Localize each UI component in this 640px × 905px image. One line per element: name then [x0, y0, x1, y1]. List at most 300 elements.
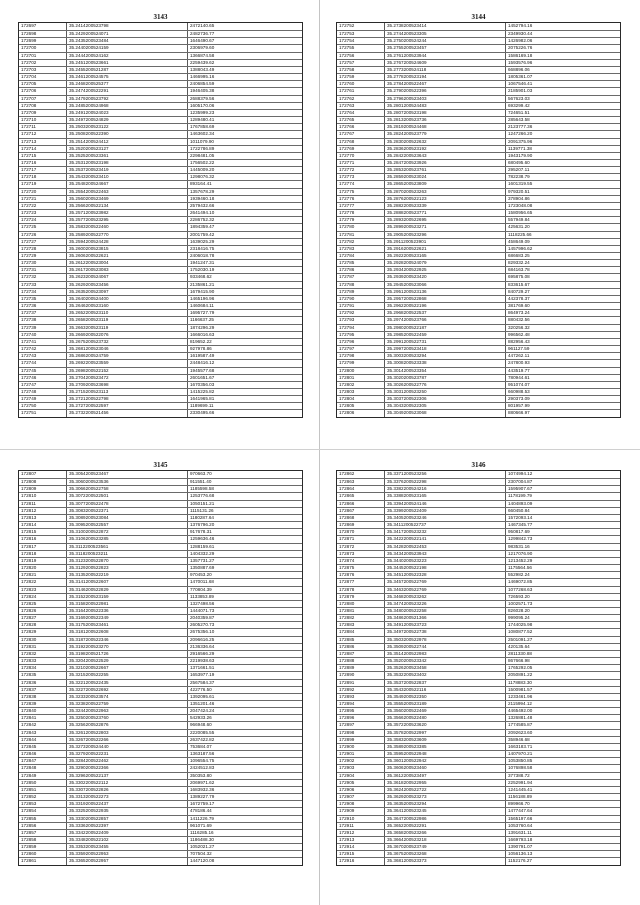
- table-row: [19, 857, 302, 864]
- point-id-cell: 172733: [19, 282, 67, 288]
- y-coordinate-cell: 2482736.77: [190, 31, 215, 37]
- table-row: [337, 772, 620, 779]
- y-coordinate-cell: 979320.51: [508, 188, 530, 194]
- table-row: [19, 209, 302, 216]
- table-row: [337, 188, 620, 195]
- table-row: [19, 664, 302, 671]
- point-id-cell: 172892: [337, 687, 385, 693]
- table-row: [337, 471, 620, 478]
- x-coordinate-cell: 35.3612200523497: [385, 773, 506, 779]
- table-row: [337, 102, 620, 109]
- table-row: [19, 721, 302, 728]
- table-row: [337, 807, 620, 814]
- y-coordinate-cell: 1371661.51: [190, 665, 215, 671]
- table-row: [19, 345, 302, 352]
- table-row: [337, 657, 620, 664]
- table-row: [19, 621, 302, 628]
- y-coordinate-cell: 1666016.63: [190, 331, 215, 337]
- x-coordinate-cell: 35.3204200522529: [67, 658, 188, 664]
- table-row: [337, 492, 620, 499]
- y-coordinate-cell: 2318416.75: [190, 245, 215, 251]
- y-coordinate-cell: 1939460.18: [190, 195, 215, 201]
- point-id-cell: 172774: [337, 181, 385, 187]
- x-coordinate-cell: 35.3589200523385: [385, 744, 506, 750]
- table-row: [337, 87, 620, 94]
- point-id-cell: 172808: [19, 479, 67, 485]
- y-coordinate-cell: 1941247.31: [190, 260, 215, 266]
- table-row: [19, 44, 302, 51]
- y-coordinate-cell: 961127.59: [508, 346, 530, 352]
- y-coordinate-cell: 2916566.29: [190, 650, 215, 656]
- y-coordinate-cell: 1415225.82: [190, 388, 215, 394]
- y-coordinate-cell: 950817.69: [508, 529, 530, 535]
- point-id-cell: 172877: [337, 579, 385, 585]
- table-row: [19, 607, 302, 614]
- point-id-cell: 172748: [19, 389, 67, 395]
- point-id-cell: 172882: [337, 615, 385, 621]
- x-coordinate-cell: 35.2663200523119: [67, 325, 188, 331]
- x-coordinate-cell: 35.3227200522692: [67, 687, 188, 693]
- coordinate-table: [336, 22, 621, 418]
- x-coordinate-cell: 35.2600200523815: [67, 246, 188, 252]
- x-coordinate-cell: 35.2876200522123: [385, 196, 506, 202]
- table-row: [337, 37, 620, 44]
- table-row: [19, 521, 302, 528]
- x-coordinate-cell: 35.3606200523460: [385, 765, 506, 771]
- x-coordinate-cell: 35.2813200523736: [385, 117, 506, 123]
- y-coordinate-cell: 1945577.68: [190, 367, 215, 373]
- y-coordinate-cell: 1767858.69: [190, 124, 215, 130]
- y-coordinate-cell: 1774585.87: [508, 722, 533, 728]
- y-coordinate-cell: 996562.48: [508, 331, 530, 337]
- table-row: [19, 686, 302, 693]
- point-id-cell: 172850: [19, 780, 67, 786]
- point-id-cell: 172810: [19, 493, 67, 499]
- table-row: [337, 352, 620, 359]
- table-row: [337, 500, 620, 507]
- x-coordinate-cell: 35.2732200521456: [67, 410, 188, 416]
- table-row: [337, 636, 620, 643]
- y-coordinate-cell: 478186.44: [190, 808, 212, 814]
- y-coordinate-cell: 695875.08: [508, 274, 530, 280]
- point-id-cell: 172755: [337, 45, 385, 51]
- x-coordinate-cell: 35.3169200522349: [67, 615, 188, 621]
- table-row: [337, 857, 620, 864]
- point-id-cell: 172852: [19, 794, 67, 800]
- table-row: [337, 779, 620, 786]
- table-row: [337, 209, 620, 216]
- point-id-cell: 172860: [19, 851, 67, 857]
- y-coordinate-cell: 2091375.96: [508, 138, 533, 144]
- y-coordinate-cell: 1357678.29: [190, 188, 215, 194]
- y-coordinate-cell: 1139771.38: [508, 145, 532, 151]
- x-coordinate-cell: 35.3652200522291: [385, 823, 506, 829]
- table-row: [337, 316, 620, 323]
- point-id-cell: 172708: [19, 103, 67, 109]
- point-id-cell: 172699: [19, 38, 67, 44]
- y-coordinate-cell: 1593576.96: [508, 59, 533, 65]
- x-coordinate-cell: 35.3509200522744: [385, 644, 506, 650]
- table-row: [19, 223, 302, 230]
- y-coordinate-cell: 1241445.41: [508, 786, 533, 792]
- x-coordinate-cell: 35.2571200523982: [67, 210, 188, 216]
- table-row: [337, 281, 620, 288]
- point-id-cell: 172793: [337, 317, 385, 323]
- y-coordinate-cell: 724651.51: [508, 109, 530, 115]
- table-row: [19, 145, 302, 152]
- y-coordinate-cell: 782238.79: [508, 174, 530, 180]
- y-coordinate-cell: 2123777.36: [508, 124, 533, 130]
- point-id-cell: 172754: [337, 38, 385, 44]
- point-id-cell: 172737: [19, 310, 67, 316]
- y-coordinate-cell: 840729.27: [508, 288, 530, 294]
- table-row: [19, 786, 302, 793]
- x-coordinate-cell: 35.3601200522942: [385, 758, 506, 764]
- x-coordinate-cell: 35.3572200523620: [385, 722, 506, 728]
- table-row: [19, 628, 302, 635]
- point-id-cell: 172906: [337, 787, 385, 793]
- y-coordinate-cell: 1756502.22: [190, 159, 215, 165]
- x-coordinate-cell: 35.2468200525377: [67, 81, 188, 87]
- x-coordinate-cell: 35.2801200524483: [385, 103, 506, 109]
- x-coordinate-cell: 35.3221200522435: [67, 680, 188, 686]
- point-id-cell: 172830: [19, 637, 67, 643]
- point-id-cell: 172861: [19, 858, 67, 864]
- point-id-cell: 172701: [19, 53, 67, 59]
- table-row: [19, 729, 302, 736]
- y-coordinate-cell: 826028.20: [508, 607, 530, 613]
- y-coordinate-cell: 1404893.09: [508, 500, 533, 506]
- table-row: [19, 166, 302, 173]
- point-id-cell: 172796: [337, 339, 385, 345]
- x-coordinate-cell: 35.3371200523256: [385, 471, 506, 478]
- table-row: [19, 636, 302, 643]
- x-coordinate-cell: 35.3031200523250: [385, 389, 506, 395]
- y-coordinate-cell: 2219938.63: [190, 658, 215, 664]
- point-id-cell: 172756: [337, 53, 385, 59]
- y-coordinate-cell: 1663183.71: [508, 743, 533, 749]
- y-coordinate-cell: 1723048.08: [508, 202, 533, 208]
- y-coordinate-cell: 1118225.66: [508, 231, 532, 237]
- point-id-cell: 172727: [19, 239, 67, 245]
- table-row: [19, 578, 302, 585]
- y-coordinate-cell: 1235999.23: [190, 109, 215, 115]
- y-coordinate-cell: 2406018.78: [190, 253, 215, 258]
- y-coordinate-cell: 833615.67: [508, 281, 530, 287]
- x-coordinate-cell: 35.2640200524400: [67, 296, 188, 302]
- x-coordinate-cell: 35.3014200523354: [385, 368, 506, 374]
- table-row: [19, 66, 302, 73]
- y-coordinate-cell: 2448416.12: [190, 360, 215, 366]
- y-coordinate-cell: 1943179.90: [508, 152, 533, 158]
- point-id-cell: 172820: [19, 565, 67, 571]
- x-coordinate-cell: 35.3290200522366: [67, 765, 188, 771]
- y-coordinate-cell: 1463602.34: [190, 131, 215, 137]
- table-row: [337, 714, 620, 721]
- x-coordinate-cell: 35.3451200522328: [385, 572, 506, 578]
- point-id-cell: 172714: [19, 146, 67, 152]
- x-coordinate-cell: 35.2583200522460: [67, 224, 188, 230]
- y-coordinate-cell: 2349930.44: [508, 31, 533, 37]
- table-row: [19, 500, 302, 507]
- table-row: [337, 600, 620, 607]
- table-row: [19, 822, 302, 829]
- point-id-cell: 172883: [337, 622, 385, 628]
- x-coordinate-cell: 35.3192200523270: [67, 644, 188, 650]
- y-coordinate-cell: 2472140.65: [190, 23, 215, 28]
- y-coordinate-cell: 2135861.21: [190, 281, 215, 287]
- y-coordinate-cell: 1189699.11: [190, 403, 214, 409]
- y-coordinate-cell: 660450.84: [508, 507, 530, 513]
- point-id-cell: 172848: [19, 765, 67, 771]
- point-id-cell: 172772: [337, 167, 385, 173]
- table-row: [337, 166, 620, 173]
- x-coordinate-cell: 35.3675200523268: [385, 851, 506, 857]
- table-row: [19, 316, 302, 323]
- x-coordinate-cell: 35.2566200522134: [67, 203, 188, 209]
- y-coordinate-cell: 684163.78: [508, 267, 530, 273]
- table-row: [19, 273, 302, 280]
- y-coordinate-cell: 1447120.08: [190, 858, 215, 864]
- table-row: [19, 514, 302, 521]
- table-row: [19, 138, 302, 145]
- table-row: [337, 836, 620, 843]
- point-id-cell: 172767: [337, 131, 385, 137]
- point-id-cell: 172770: [337, 153, 385, 159]
- x-coordinate-cell: 35.2790200522396: [385, 88, 506, 94]
- y-coordinate-cell: 4465492.00: [508, 708, 533, 714]
- point-id-cell: 172713: [19, 139, 67, 145]
- y-coordinate-cell: 1178883.30: [508, 679, 532, 685]
- x-coordinate-cell: 35.2985200522459: [385, 332, 506, 338]
- table-row: [337, 159, 620, 166]
- y-coordinate-cell: 425631.20: [508, 224, 530, 230]
- point-id-cell: 172855: [19, 816, 67, 822]
- x-coordinate-cell: 35.2899200523271: [385, 224, 506, 230]
- point-id-cell: 172845: [19, 744, 67, 750]
- x-coordinate-cell: 35.3658200523266: [385, 830, 506, 836]
- y-coordinate-cell: 2567584.37: [190, 679, 215, 685]
- point-id-cell: 172776: [337, 196, 385, 202]
- table-row: [19, 23, 302, 30]
- y-coordinate-cell: 770804.39: [190, 586, 212, 592]
- table-row: [19, 700, 302, 707]
- point-id-cell: 172869: [337, 522, 385, 528]
- y-coordinate-cell: 1299842.73: [508, 536, 533, 542]
- x-coordinate-cell: 35.2888200523771: [385, 210, 506, 216]
- y-coordinate-cell: 1469072.85: [508, 579, 533, 585]
- y-coordinate-cell: 350353.80: [190, 772, 212, 778]
- table-row: [19, 492, 302, 499]
- y-coordinate-cell: 1946405.38: [190, 88, 215, 94]
- x-coordinate-cell: 35.3468200523262: [385, 594, 506, 600]
- x-coordinate-cell: 35.2681200523046: [67, 346, 188, 352]
- x-coordinate-cell: 35.2830200522632: [385, 139, 506, 145]
- x-coordinate-cell: 35.3020200523787: [385, 375, 506, 381]
- table-row: [337, 295, 620, 302]
- x-coordinate-cell: 35.3480200522258: [385, 608, 506, 614]
- y-coordinate-cell: 867666.98: [508, 658, 530, 664]
- point-id-cell: 172829: [19, 629, 67, 635]
- y-coordinate-cell: 1445009.20: [190, 167, 215, 173]
- y-coordinate-cell: 1619587.49: [190, 353, 215, 359]
- table-row: [337, 23, 620, 30]
- table-row: [19, 359, 302, 366]
- point-id-cell: 172901: [337, 751, 385, 757]
- point-id-cell: 172821: [19, 572, 67, 578]
- table-row: [19, 550, 302, 557]
- table-row: [337, 750, 620, 757]
- table-row: [19, 571, 302, 578]
- x-coordinate-cell: 35.3135200522219: [67, 572, 188, 578]
- y-coordinate-cell: 864973.24: [508, 310, 530, 316]
- point-id-cell: 172856: [19, 823, 67, 829]
- point-id-cell: 172831: [19, 644, 67, 650]
- x-coordinate-cell: 35.3181200522608: [67, 629, 188, 635]
- x-coordinate-cell: 35.3382200524216: [385, 486, 506, 492]
- y-coordinate-cell: 2047424.24: [190, 708, 215, 714]
- x-coordinate-cell: 35.2922200523165: [385, 253, 506, 259]
- x-coordinate-cell: 35.3106200523285: [67, 536, 188, 542]
- point-id-cell: 172760: [337, 81, 385, 87]
- point-id-cell: 172762: [337, 96, 385, 102]
- y-coordinate-cell: 1695727.79: [190, 310, 215, 316]
- point-id-cell: 172742: [19, 346, 67, 352]
- y-coordinate-cell: 1289480.41: [190, 117, 215, 123]
- point-id-cell: 172851: [19, 787, 67, 793]
- point-id-cell: 172866: [337, 501, 385, 507]
- point-id-cell: 172842: [19, 722, 67, 728]
- point-id-cell: 172791: [337, 303, 385, 309]
- table-row: [19, 80, 302, 87]
- table-row: [19, 202, 302, 209]
- x-coordinate-cell: 35.2479200523792: [67, 96, 188, 102]
- point-id-cell: 172811: [19, 501, 67, 507]
- table-row: [337, 238, 620, 245]
- y-coordinate-cell: 1166637.25: [190, 317, 214, 323]
- y-coordinate-cell: 1683932.36: [190, 786, 215, 792]
- point-id-cell: 172738: [19, 317, 67, 323]
- y-coordinate-cell: 1326881.48: [508, 715, 533, 721]
- x-coordinate-cell: 35.2911200523901: [385, 239, 506, 245]
- table-row: [337, 679, 620, 686]
- x-coordinate-cell: 35.2675200523732: [67, 339, 188, 345]
- table-row: [337, 621, 620, 628]
- point-id-cell: 172908: [337, 801, 385, 807]
- table-row: [337, 259, 620, 266]
- table-row: [337, 388, 620, 395]
- y-coordinate-cell: 1595907.67: [508, 486, 533, 492]
- table-row: [19, 331, 302, 338]
- point-id-cell: 172873: [337, 551, 385, 557]
- table-row: [19, 528, 302, 535]
- table-row: [19, 30, 302, 37]
- point-id-cell: 172743: [19, 353, 67, 359]
- y-coordinate-cell: 1357731.27: [190, 557, 215, 563]
- x-coordinate-cell: 35.2623200524067: [67, 274, 188, 280]
- y-coordinate-cell: 1669793.18: [508, 836, 533, 842]
- y-coordinate-cell: 1407970.21: [508, 751, 533, 757]
- y-coordinate-cell: 1470011.68: [190, 579, 214, 585]
- y-coordinate-cell: 2306979.60: [190, 45, 215, 51]
- point-id-cell: 172747: [19, 382, 67, 388]
- x-coordinate-cell: 35.2474200522291: [67, 88, 188, 94]
- page-number: 3145: [153, 461, 168, 469]
- y-coordinate-cell: 1404332.29: [190, 550, 215, 556]
- x-coordinate-cell: 35.2715200523113: [67, 389, 188, 395]
- x-coordinate-cell: 35.2865200523809: [385, 181, 506, 187]
- y-coordinate-cell: 1389227.79: [190, 794, 215, 800]
- table-row: [337, 30, 620, 37]
- table-row: [19, 535, 302, 542]
- point-id-cell: 172837: [19, 687, 67, 693]
- y-coordinate-cell: 2075226.76: [508, 45, 533, 51]
- y-coordinate-cell: 882956.43: [508, 338, 530, 344]
- point-id-cell: 172802: [337, 382, 385, 388]
- x-coordinate-cell: 35.3164200522336: [67, 608, 188, 614]
- y-coordinate-cell: 1670356.03: [190, 381, 215, 387]
- x-coordinate-cell: 35.2836200523192: [385, 146, 506, 152]
- x-coordinate-cell: 35.3158200522981: [67, 601, 188, 607]
- x-coordinate-cell: 35.3146200522829: [67, 587, 188, 593]
- table-row: [19, 152, 302, 159]
- table-row: [19, 409, 302, 416]
- x-coordinate-cell: 35.2652200523110: [67, 310, 188, 316]
- y-coordinate-cell: 1601319.55: [508, 181, 533, 187]
- table-row: [337, 800, 620, 807]
- point-id-cell: 172835: [19, 672, 67, 678]
- y-coordinate-cell: 2252991.94: [508, 779, 533, 785]
- point-id-cell: 172878: [337, 587, 385, 593]
- x-coordinate-cell: 35.3647200522986: [385, 816, 506, 822]
- point-id-cell: 172844: [19, 737, 67, 743]
- x-coordinate-cell: 35.2951200523136: [385, 289, 506, 295]
- y-coordinate-cell: 1363187.56: [190, 751, 215, 757]
- x-coordinate-cell: 35.2842200523643: [385, 153, 506, 159]
- y-coordinate-cell: 1457996.62: [508, 245, 533, 251]
- coordinate-table: [18, 470, 303, 866]
- y-coordinate-cell: 1572093.14: [508, 514, 533, 520]
- point-id-cell: 172749: [19, 396, 67, 402]
- y-coordinate-cell: 2641494.10: [190, 210, 215, 216]
- table-row: [19, 159, 302, 166]
- point-id-cell: 172792: [337, 310, 385, 316]
- y-coordinate-cell: 2286752.32: [190, 217, 215, 223]
- y-coordinate-cell: 378904.86: [508, 195, 530, 201]
- point-id-cell: 172896: [337, 715, 385, 721]
- point-id-cell: 172916: [337, 858, 385, 864]
- point-id-cell: 172795: [337, 332, 385, 338]
- point-id-cell: 172805: [337, 403, 385, 409]
- point-id-cell: 172784: [337, 253, 385, 259]
- x-coordinate-cell: 35.3284200522462: [67, 758, 188, 764]
- y-coordinate-cell: 917678.31: [190, 529, 212, 535]
- point-id-cell: 172871: [337, 536, 385, 542]
- y-coordinate-cell: 2185901.03: [508, 88, 533, 94]
- y-coordinate-cell: 911551.40: [190, 479, 212, 485]
- table-row: [19, 750, 302, 757]
- table-row: [19, 216, 302, 223]
- point-id-cell: 172915: [337, 851, 385, 857]
- table-row: [337, 707, 620, 714]
- table-row: [19, 52, 302, 59]
- y-coordinate-cell: 247800.93: [508, 360, 530, 366]
- point-id-cell: 172853: [19, 801, 67, 807]
- table-row: [337, 216, 620, 223]
- y-coordinate-cell: 1156188.89: [508, 794, 532, 800]
- x-coordinate-cell: 35.3376200522298: [385, 479, 506, 485]
- point-id-cell: 172723: [19, 210, 67, 216]
